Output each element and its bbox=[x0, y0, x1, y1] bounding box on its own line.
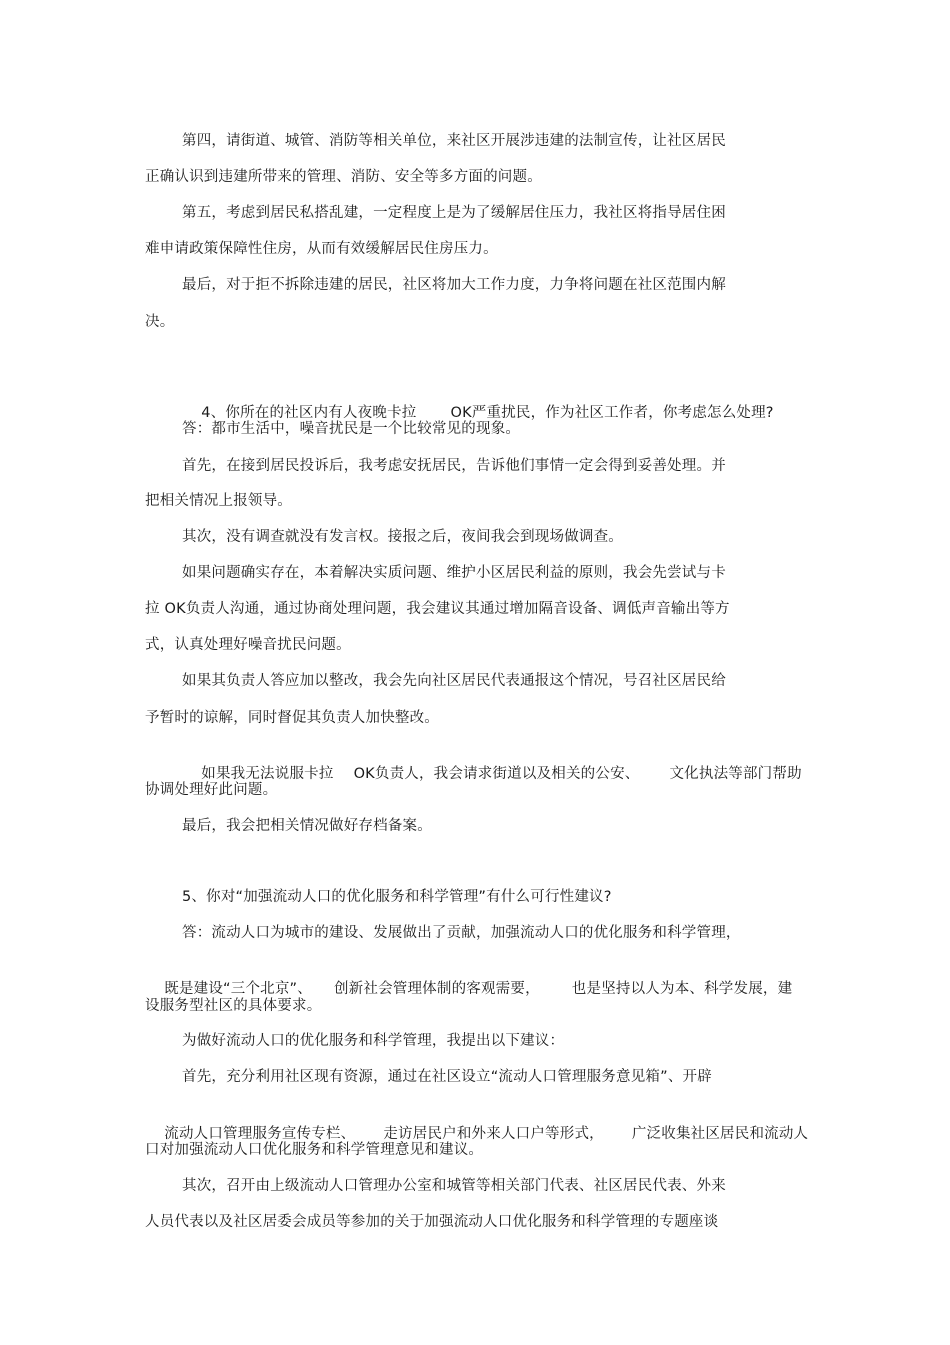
paragraph-line: 协调处理好此问题。 bbox=[145, 782, 278, 798]
paragraph-line: 首先，在接到居民投诉后，我考虑安抚居民，告诉他们事情一定会得到妥善处理。并 bbox=[182, 458, 726, 474]
paragraph-line: 其次，没有调查就没有发言权。接报之后，夜间我会到现场做调查。 bbox=[182, 529, 623, 545]
question-text: OK严重扰民，作为社区工作者，你考虑怎么处理? bbox=[450, 405, 774, 421]
text-segment: 走访居民户和外来人口户等形式， bbox=[383, 1126, 604, 1142]
paragraph-line: 如果其负责人答应加以整改，我会先向社区居民代表通报这个情况，号召社区居民给 bbox=[182, 673, 726, 689]
paragraph-line: 第四，请街道、城管、消防等相关单位，来社区开展涉违建的法制宣传，让社区居民 bbox=[182, 133, 726, 149]
paragraph-line: 第五，考虑到居民私搭乱建，一定程度上是为了缓解居住压力，我社区将指导居住困 bbox=[182, 205, 726, 221]
question-heading: 5、你对“加强流动人口的优化服务和科学管理”有什么可行性建议? bbox=[182, 889, 612, 905]
paragraph-line: 人员代表以及社区居委会成员等参加的关于加强流动人口优化服务和科学管理的专题座谈 bbox=[145, 1214, 719, 1230]
paragraph-line: 为做好流动人口的优化服务和科学管理，我提出以下建议： bbox=[182, 1033, 565, 1049]
paragraph-line: 设服务型社区的具体要求。 bbox=[145, 998, 322, 1014]
paragraph-line: 最后，对于拒不拆除违建的居民，社区将加大工作力度，力争将问题在社区范围内解 bbox=[182, 277, 726, 293]
paragraph-line: 如果问题确实存在，本着解决实质问题、维护小区居民利益的原则，我会先尝试与卡 bbox=[182, 565, 726, 581]
text-segment: 广泛收集社区居民和流动人 bbox=[631, 1126, 809, 1142]
text-segment: OK负责人，我会请求街道以及相关的公安、 bbox=[353, 766, 640, 782]
text-segment: 也是坚持以人为本、科学发展，建 bbox=[571, 981, 793, 997]
text-segment: 既是建设“三个北京”、 bbox=[164, 981, 312, 997]
paragraph-line: 其次，召开由上级流动人口管理办公室和城管等相关部门代表、社区居民代表、外来 bbox=[182, 1178, 726, 1194]
text-segment: 流动人口管理服务宣传专栏、 bbox=[164, 1126, 356, 1142]
paragraph-line: 最后，我会把相关情况做好存档备案。 bbox=[182, 818, 432, 834]
paragraph-line: 把相关情况上报领导。 bbox=[145, 493, 292, 509]
paragraph-line: 决。 bbox=[145, 314, 175, 330]
paragraph-line: 予暂时的谅解，同时督促其负责人加快整改。 bbox=[145, 710, 439, 726]
paragraph-line: 难申请政策保障性住房，从而有效缓解居民住房压力。 bbox=[145, 241, 498, 257]
paragraph-line: 答：流动人口为城市的建设、发展做出了贡献，加强流动人口的优化服务和科学管理， bbox=[182, 925, 741, 941]
text-segment: 如果我无法说服卡拉 bbox=[201, 766, 334, 782]
paragraph-line: 正确认识到违建所带来的管理、消防、安全等多方面的问题。 bbox=[145, 169, 542, 185]
paragraph-line: 答：都市生活中，噪音扰民是一个比较常见的现象。 bbox=[182, 421, 521, 437]
paragraph-line: 口对加强流动人口优化服务和科学管理意见和建议。 bbox=[145, 1142, 484, 1158]
text-segment: 文化执法等部门帮助 bbox=[669, 766, 802, 782]
text-segment: 创新社会管理体制的客观需要， bbox=[333, 981, 540, 997]
question-text: 4、你所在的社区内有人夜晚卡拉 bbox=[201, 405, 417, 421]
paragraph-line: 式，认真处理好噪音扰民问题。 bbox=[145, 637, 351, 653]
paragraph-line: 首先，充分利用社区现有资源，通过在社区设立“流动人口管理服务意见箱”、开辟 bbox=[182, 1069, 712, 1085]
paragraph-line: 拉 OK负责人沟通，通过协商处理问题，我会建议其通过增加隔音设备、调低声音输出等方 bbox=[145, 601, 730, 617]
